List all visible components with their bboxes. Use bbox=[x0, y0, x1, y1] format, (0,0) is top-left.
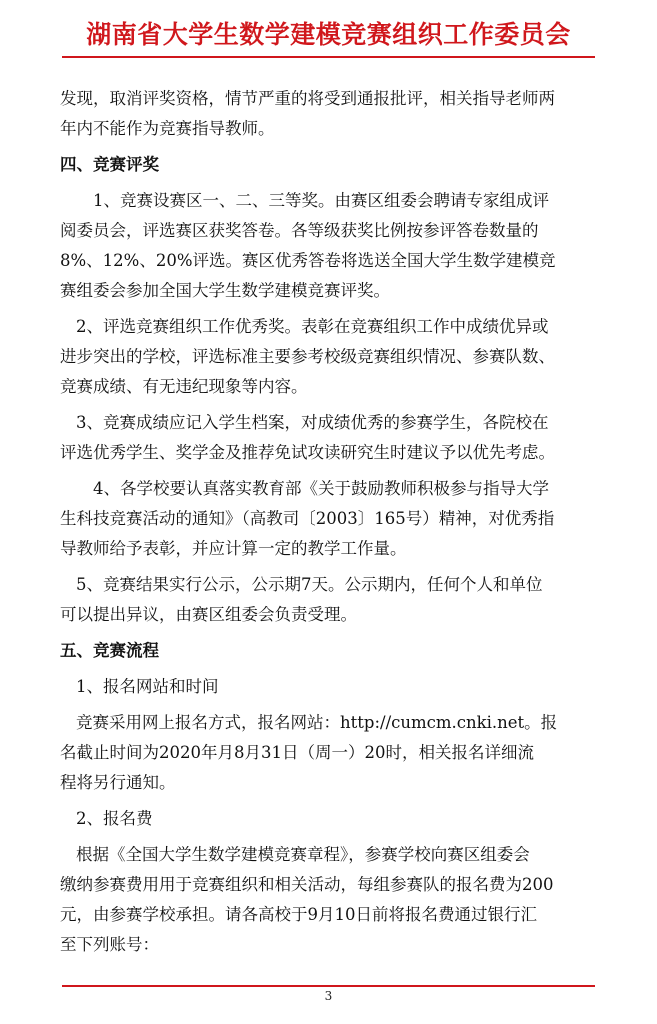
text-line: 5、竞赛结果实行公示，公示期7天。公示期内，任何个人和单位 bbox=[76, 575, 543, 594]
header-title: 湖南省大学生数学建模竞赛组织工作委员会 bbox=[86, 20, 571, 49]
text-line: 缴纳参赛费用用于竞赛组织和相关活动，每组参赛队的报名费为200 bbox=[60, 875, 554, 894]
text-line: 赛组委会参加全国大学生数学建模竞赛评奖。 bbox=[60, 281, 390, 300]
text-line: 4、各学校要认真落实教育部《关于鼓励教师积极参与指导大学 bbox=[93, 479, 549, 498]
text-line: 导教师给予表彰，并应计算一定的教学工作量。 bbox=[60, 539, 407, 558]
text-line: 阅委员会，评选赛区获奖答卷。各等级获奖比例按参评答卷数量的 bbox=[60, 221, 539, 240]
document-body bbox=[60, 84, 608, 960]
text-line: 竞赛采用网上报名方式，报名网站：http://cumcm.cnki.net。报 bbox=[76, 713, 558, 732]
text-line: 根据《全国大学生数学建模竞赛章程》，参赛学校向赛区组委会 bbox=[76, 845, 530, 864]
text-line: 进步突出的学校，评选标准主要参考校级竞赛组织情况、参赛队数、 bbox=[60, 347, 555, 366]
page-header bbox=[0, 0, 657, 62]
text-line: 至下列账号： bbox=[60, 935, 159, 954]
text-line: 生科技竞赛活动的通知》（高教司〔2003〕165号）精神，对优秀指 bbox=[60, 509, 555, 528]
text-line: 8%、12%、20%评选。赛区优秀答卷将选送全国大学生数学建模竞 bbox=[60, 251, 556, 270]
section-heading: 五、竞赛流程 bbox=[60, 641, 159, 660]
text-line: 名截止时间为2020年月8月31日（周一）20时，相关报名详细流 bbox=[60, 743, 534, 762]
text-line: 竞赛成绩、有无违纪现象等内容。 bbox=[60, 377, 308, 396]
text-line: 2、报名费 bbox=[76, 809, 153, 828]
text-line: 元，由参赛学校承担。请各高校于9月10日前将报名费通过银行汇 bbox=[60, 905, 537, 924]
text-line: 年内不能作为竞赛指导教师。 bbox=[60, 119, 275, 138]
page-number: 3 bbox=[324, 989, 333, 1003]
text-line: 2、评选竞赛组织工作优秀奖。表彰在竞赛组织工作中成绩优异或 bbox=[76, 317, 549, 336]
text-line: 1、竞赛设赛区一、二、三等奖。由赛区组委会聘请专家组成评 bbox=[93, 191, 549, 210]
text-line: 可以提出异议，由赛区组委会负责受理。 bbox=[60, 605, 357, 624]
section-heading: 四、竞赛评奖 bbox=[60, 155, 159, 174]
footer-divider bbox=[62, 985, 595, 987]
text-line: 1、报名网站和时间 bbox=[76, 677, 219, 696]
header-divider bbox=[62, 56, 595, 58]
text-line: 评选优秀学生、奖学金及推荐免试攻读研究生时建议予以优先考虑。 bbox=[60, 443, 555, 462]
text-line: 程将另行通知。 bbox=[60, 773, 176, 792]
text-line: 3、竞赛成绩应记入学生档案，对成绩优秀的参赛学生，各院校在 bbox=[76, 413, 549, 432]
text-line: 发现，取消评奖资格，情节严重的将受到通报批评，相关指导老师两 bbox=[60, 89, 555, 108]
